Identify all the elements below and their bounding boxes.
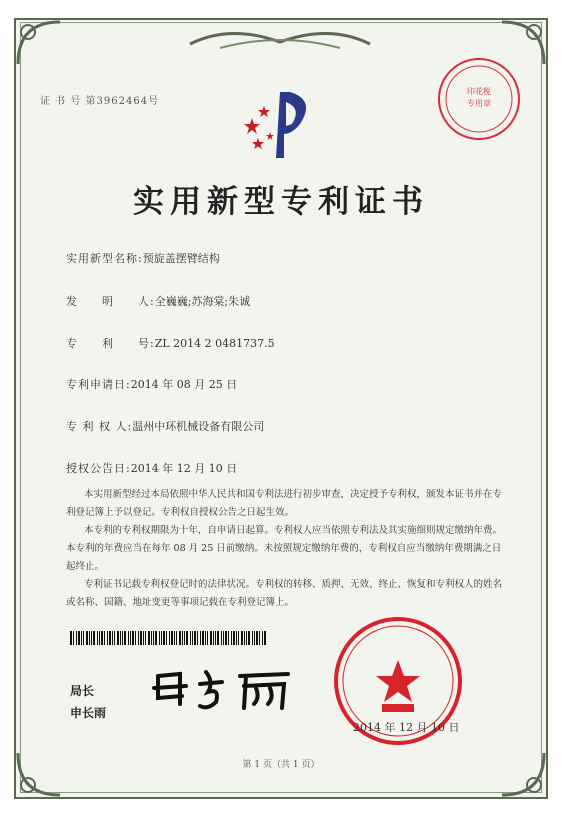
barcode-bar <box>179 631 181 645</box>
barcode-bar <box>217 631 219 645</box>
barcode-bar <box>256 631 258 645</box>
barcode-bar <box>233 631 235 645</box>
barcode-bar <box>104 631 105 645</box>
barcode-bar <box>215 631 216 645</box>
barcode-bar <box>128 631 129 645</box>
barcode-bar <box>138 631 139 645</box>
barcode-bar <box>192 631 193 645</box>
barcode-bar <box>213 631 214 645</box>
barcode-bar <box>124 631 126 645</box>
field-value: ZL 2014 2 0481737.5 <box>154 337 275 350</box>
field-label: 发 明 人: <box>66 295 155 308</box>
field-label: 专 利 号: <box>66 337 155 350</box>
field-label: 专利申请日: <box>66 378 131 391</box>
page-footer: 第 1 页（共 1 页） <box>242 760 320 770</box>
certificate-title: 实用新型专利证书 <box>133 184 429 220</box>
barcode-bar <box>86 631 88 645</box>
barcode-bar <box>186 631 188 645</box>
barcode-bar <box>114 631 115 645</box>
barcode-bar <box>135 631 136 645</box>
barcode-bar <box>107 631 108 645</box>
barcode-bar <box>145 631 146 645</box>
barcode-bar <box>246 631 247 645</box>
barcode-bar <box>207 631 208 645</box>
svg-text:印花税: 印花税 <box>467 87 491 96</box>
barcode-bar <box>236 631 237 645</box>
barcode-bar <box>210 631 212 645</box>
barcode-bar <box>244 631 245 645</box>
barcode-bar <box>91 631 92 645</box>
svg-text:专用章: 专用章 <box>467 99 491 108</box>
barcode-bar <box>231 631 232 645</box>
barcode-bar <box>197 631 198 645</box>
field-label: 授权公告日: <box>66 462 131 475</box>
barcode-bar <box>122 631 123 645</box>
field-value: 2014 年 12 月 10 日 <box>130 462 238 475</box>
certificate-body <box>66 486 506 612</box>
barcode-bar <box>161 631 162 645</box>
barcode-bar <box>159 631 160 645</box>
body-paragraph: 本专利的专利权期限为十年，自申请日起算。专利权人应当依照专利法及其实施细则规定缴纳年费。本专利的年费应当在每年 08 月 25 日前缴纳。未按照规定缴纳年费的，专利权自应当缴纳年费期满之日起终止。 <box>66 525 503 572</box>
certificate-number: 证 书 号 第3962464号 <box>40 96 160 107</box>
barcode-bar <box>109 631 111 645</box>
barcode-bar <box>153 631 154 645</box>
barcode-bar <box>112 631 113 645</box>
barcode-bar <box>93 631 95 645</box>
filing-date-row <box>66 376 237 392</box>
patent-number-row <box>66 335 275 351</box>
barcode-bar <box>223 631 224 645</box>
barcode-bar <box>264 631 266 645</box>
barcode-bar <box>78 631 80 645</box>
field-value: 全巍巍;苏海棠;朱诚 <box>154 295 251 308</box>
barcode-bar <box>99 631 100 645</box>
barcode-bar <box>252 631 253 645</box>
director-title: 局长 <box>70 684 95 698</box>
inventor-row <box>66 293 250 309</box>
barcode-bar <box>81 631 82 645</box>
body-paragraph: 本实用新型经过本局依照中华人民共和国专利法进行初步审查，决定授予专利权，颁发本证书并在专利登记簿上予以登记。专利权自授权公告之日起生效。 <box>66 489 503 518</box>
barcode-bar <box>228 631 229 645</box>
tax-seal <box>436 56 522 142</box>
barcode-bar <box>238 631 239 645</box>
barcode <box>70 631 268 645</box>
director-signature <box>150 662 300 714</box>
seal-date: 2014 年 12 月 10 日 <box>353 721 460 734</box>
barcode-bar <box>117 631 119 645</box>
field-value: 温州中环机械设备有限公司 <box>132 420 265 433</box>
top-ornament <box>180 24 380 54</box>
barcode-bar <box>151 631 152 645</box>
barcode-bar <box>171 631 173 645</box>
barcode-bar <box>89 631 90 645</box>
barcode-bar <box>83 631 84 645</box>
barcode-bar <box>225 631 227 645</box>
utility-model-name-row <box>66 250 220 266</box>
barcode-bar <box>143 631 144 645</box>
barcode-bar <box>190 631 191 645</box>
barcode-bar <box>148 631 150 645</box>
corner-ornament <box>16 20 62 66</box>
grant-date-row <box>66 460 237 476</box>
body-paragraph: 专利证书记载专利权登记时的法律状况。专利权的转移、质押、无效、终止、恢复和专利权人的姓名或名称、国籍、地址变更等事项记载在专利登记簿上。 <box>66 579 503 608</box>
director-name: 申长雨 <box>70 706 107 720</box>
patentee-row <box>66 418 264 434</box>
barcode-bar <box>132 631 134 645</box>
field-value: 预旋盖摆臂结构 <box>142 252 220 265</box>
barcode-bar <box>259 631 260 645</box>
barcode-bar <box>221 631 222 645</box>
barcode-bar <box>205 631 206 645</box>
barcode-bar <box>176 631 177 645</box>
barcode-bar <box>166 631 167 645</box>
barcode-bar <box>184 631 185 645</box>
barcode-bar <box>101 631 103 645</box>
barcode-bar <box>182 631 183 645</box>
barcode-bar <box>200 631 201 645</box>
barcode-bar <box>120 631 121 645</box>
barcode-bar <box>202 631 204 645</box>
field-value: 2014 年 08 月 25 日 <box>130 378 238 391</box>
barcode-bar <box>73 631 74 645</box>
barcode-bar <box>76 631 77 645</box>
barcode-bar <box>241 631 243 645</box>
field-label: 专 利 权 人: <box>66 420 133 433</box>
barcode-bar <box>163 631 165 645</box>
field-label: 实用新型名称: <box>66 252 143 265</box>
barcode-bar <box>130 631 131 645</box>
barcode-bar <box>155 631 157 645</box>
barcode-bar <box>140 631 142 645</box>
patent-office-logo <box>238 88 318 160</box>
barcode-bar <box>70 631 72 645</box>
barcode-bar <box>262 631 263 645</box>
barcode-bar <box>248 631 250 645</box>
barcode-bar <box>97 631 98 645</box>
barcode-bar <box>254 631 255 645</box>
barcode-bar <box>174 631 175 645</box>
barcode-bar <box>194 631 196 645</box>
barcode-bar <box>169 631 170 645</box>
